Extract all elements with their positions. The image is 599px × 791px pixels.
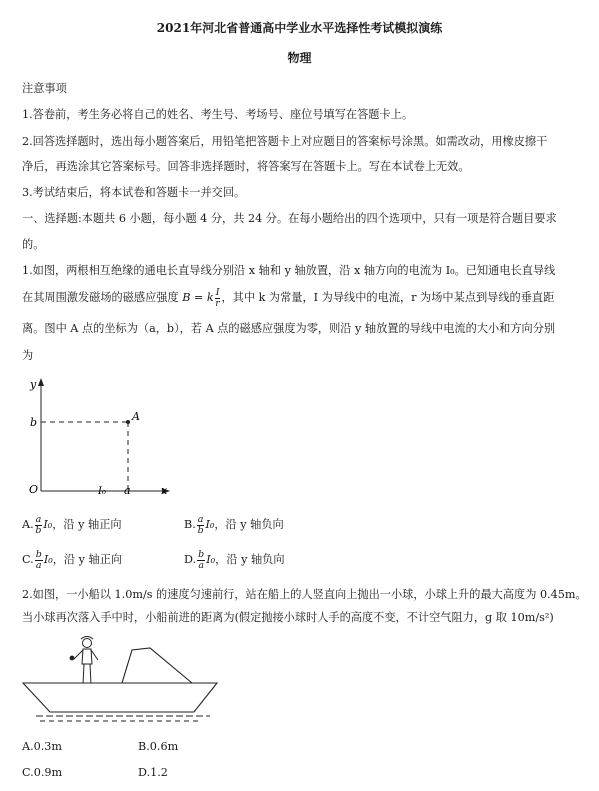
option-symbol: I₀	[43, 553, 53, 566]
option-letter: A.	[22, 518, 34, 531]
y-axis-arrow	[38, 378, 44, 386]
x-label: x	[161, 484, 168, 497]
option-num: b	[35, 549, 42, 560]
formula-den: r	[215, 297, 220, 309]
boat-hull	[23, 683, 217, 712]
ball-icon	[70, 656, 75, 661]
subject-title: 物理	[287, 51, 312, 65]
option-fraction	[197, 550, 205, 570]
notice-item-2: 2.回答选择题时，选出每小题答案后，用铅笔把答题卡上对应题目的答案标号涂黑。如需改动，用橡皮擦干	[22, 135, 548, 148]
option-fraction	[197, 515, 205, 535]
q1-stem-line4: 为	[22, 349, 34, 362]
q1-stem-line2-post: ，其中 k 为常量，I 为导线中的电流，r 为场中某点到导线的垂直距	[221, 291, 555, 304]
option-num: a	[197, 514, 204, 525]
option-text: ，沿 y 轴负向	[214, 518, 284, 531]
option-num: a	[35, 514, 42, 525]
q2-option-b: B.0.6m	[138, 740, 179, 753]
q2-option-c: C.0.9m	[22, 766, 63, 779]
y-label: y	[30, 378, 37, 391]
a-label: a	[124, 484, 131, 497]
formula-fraction	[215, 288, 221, 308]
option-fraction	[35, 550, 43, 570]
option-symbol: I₀	[206, 553, 216, 566]
origin-label: O	[29, 483, 39, 496]
option-text: ，沿 y 轴正向	[52, 518, 122, 531]
option-fraction	[35, 515, 43, 535]
section-heading-cont: 的。	[22, 238, 45, 251]
q1-stem-line1: 1.如图，两根相互绝缘的通电长直导线分别沿 x 轴和 y 轴放置，沿 x 轴方向的电流为 I₀。已知通电长直导线	[22, 264, 556, 277]
option-text: ，沿 y 轴正向	[52, 553, 123, 566]
boat-cabin	[122, 648, 192, 683]
q2-boat-figure	[22, 632, 227, 724]
q1-stem-line2	[22, 288, 554, 308]
option-den: a	[198, 559, 205, 571]
option-den: a	[35, 559, 42, 571]
option-num: b	[198, 549, 205, 560]
q1-stem-line3: 离。图中 A 点的坐标为（a，b），若 A 点的磁感应强度为零，则沿 y 轴放置的导线中电流的大小和方向分别	[22, 322, 556, 335]
option-symbol: I₀	[43, 518, 53, 531]
person-icon	[74, 637, 98, 685]
section-heading: 一、选择题:本题共 6 小题，每小题 4 分，共 24 分。在每小题给出的四个选项中，只有一项是符合题目要求	[22, 212, 557, 225]
notice-item-1: 1.答卷前，考生务必将自己的姓名、考生号、考场号、座位号填写在答题卡上。	[22, 108, 414, 121]
notice-item-3: 3.考试结束后，将本试卷和答题卡一并交回。	[22, 186, 246, 199]
q2-option-d: D.1.2	[138, 766, 168, 779]
option-symbol: I₀	[205, 518, 215, 531]
option-letter: D.	[184, 553, 197, 566]
q1-option-c	[22, 550, 122, 570]
option-den: b	[197, 524, 204, 536]
q1-figure	[25, 376, 175, 501]
q1-option-d	[184, 550, 285, 570]
formula-num: I	[215, 287, 220, 298]
option-text: ，沿 y 轴负向	[215, 553, 285, 566]
exam-title: 2021年河北省普通高中学业水平选择性考试模拟演练	[156, 21, 443, 35]
option-den: b	[35, 524, 42, 536]
option-letter: B.	[184, 518, 196, 531]
formula-lhs: B = k	[182, 291, 214, 304]
point-a-dot	[126, 420, 130, 424]
q1-option-a	[22, 515, 122, 535]
current-label: I₀	[98, 486, 106, 497]
notice-item-2-cont: 净后，再选涂其它答案标号。回答非选择题时，将答案写在答题卡上。写在本试卷上无效。	[22, 160, 470, 173]
notice-heading: 注意事项	[22, 82, 67, 95]
q2-stem-line1: 2.如图，一小船以 1.0m/s 的速度匀速前行，站在船上的人竖直向上抛出一小球，小球上升的最大高度为 0.45m。	[22, 588, 587, 601]
q2-stem-line2: 当小球再次落入手中时，小船前进的距离为(假定抛接小球时人手的高度不变，不计空气阻力，g 取 10m/s²)	[22, 611, 554, 624]
q1-stem-line2-pre: 在其周围激发磁场的磁感应强度	[22, 291, 183, 304]
option-letter: C.	[22, 553, 34, 566]
b-label: b	[30, 416, 38, 429]
q2-option-a: A.0.3m	[22, 740, 63, 753]
q1-option-b	[184, 515, 284, 535]
point-a-label: A	[132, 410, 140, 423]
